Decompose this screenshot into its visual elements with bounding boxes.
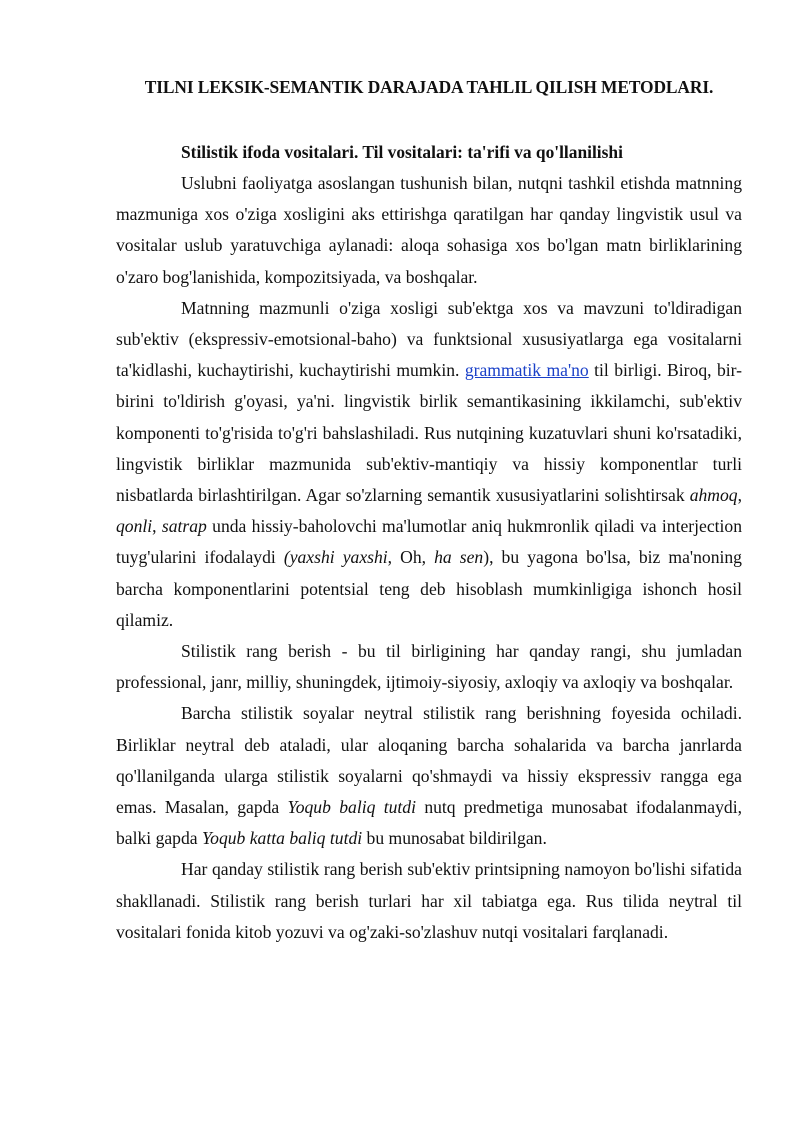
text-span: nutq predmetiga munosabat ifodalanmaydi, balki gapda — [116, 797, 742, 849]
text-span: , — [152, 516, 162, 537]
section-subtitle: Stilistik ifoda vositalari. Til vositalari: ta'rifi va qo'llanilishi — [181, 142, 623, 162]
paragraph-2 — [116, 293, 742, 636]
italic-term: (yaxshi yaxshi — [283, 547, 388, 568]
paragraph-4 — [116, 698, 742, 854]
italic-term: satrap — [161, 516, 207, 537]
italic-term: qonli — [116, 516, 153, 537]
document-title: TILNI LEKSIK-SEMANTIK DARAJADA TAHLIL QILISH METODLARI. — [144, 77, 714, 97]
text-span: , — [737, 485, 742, 506]
text-span: , Oh, — [387, 547, 435, 568]
italic-example: Yoqub katta baliq tutdi — [201, 828, 363, 849]
italic-example: Yoqub baliq tutdi — [287, 797, 416, 818]
text-span: til birligi. Biroq, bir-birini to'ldirish g'oyasi, ya'ni. lingvistik birlik semantikasining ikkilamchi, sub'ektiv komponenti to'g'risida to'g'ri bahslashiladi. Rus nutqining kuzatuvlari shuni ko'rsatadiki, lingvistik birliklar mazmunida sub'ektiv-mantiqiy va hissiy komponentlar turli nisbatlarda birlashtirilgan. Agar so'zlarning semantik xususiyatlarini solishtirsak — [116, 360, 743, 506]
text-span: unda hissiy-baholovchi ma'lumotlar aniq hukmronlik qiladi va interjection tuyg'ularini ifodalaydi — [116, 516, 742, 568]
paragraph-5: Har qanday stilistik rang berish sub'ektiv printsipning namoyon bo'lishi sifatida shakllanadi. Stilistik rang berish turlari har xil tabiatga ega. Rus tilida neytral til vositalari fonida kitob yozuvi va og'zaki-so'zlashuv nutqi vositalari farqlanadi. — [116, 859, 742, 942]
text-span: Barcha stilistik soyalar neytral stilistik rang berishning foyesida ochiladi. Birliklar neytral deb ataladi, ular aloqaning barcha sohalarida va barcha janrlarda qo'llanilganda ularga stilistik soyalarni qo'shmaydi va hissiy ekspressiv rangga ega emas. Masalan, gapda — [116, 703, 742, 818]
text-span: ), bu yagona bo'lsa, biz ma'noning barcha komponentlarini potentsial teng deb hisoblash mumkinligiga ishonch hosil qilamiz. — [116, 547, 742, 630]
grammatik-mano-link[interactable]: grammatik ma'no — [464, 360, 589, 381]
text-span: Matnning mazmunli o'ziga xosligi sub'ektga xos va mavzuni to'ldiradigan sub'ektiv (ekspressiv-emotsional-baho) va funktsional xususiyatlarga ega vositalarni ta'kidlashi, kuchaytirishi, kuchaytirishi mumkin. — [116, 297, 742, 381]
italic-term: ha sen — [434, 547, 484, 568]
text-span: bu munosabat bildirilgan. — [362, 828, 547, 849]
paragraph-3: Stilistik rang berish - bu til birligining har qanday rangi, shu jumladan professional, janr, milliy, shuningdek, ijtimoiy-siyosiy, axloqiy va axloqiy va boshqalar. — [116, 641, 742, 693]
paragraph-1: Uslubni faoliyatga asoslangan tushunish bilan, nutqni tashkil etishda matnning mazmuniga xos o'ziga xosligini aks ettirishga qaratilgan har qanday lingvistik usul va vositalar uslub yaratuvchiga aylanadi: aloqa sohasiga xos bo'lgan matn birliklarining o'zaro bog'lanishida, kompozitsiyada, va boshqalar. — [116, 173, 742, 287]
italic-term: ahmoq — [689, 485, 738, 506]
